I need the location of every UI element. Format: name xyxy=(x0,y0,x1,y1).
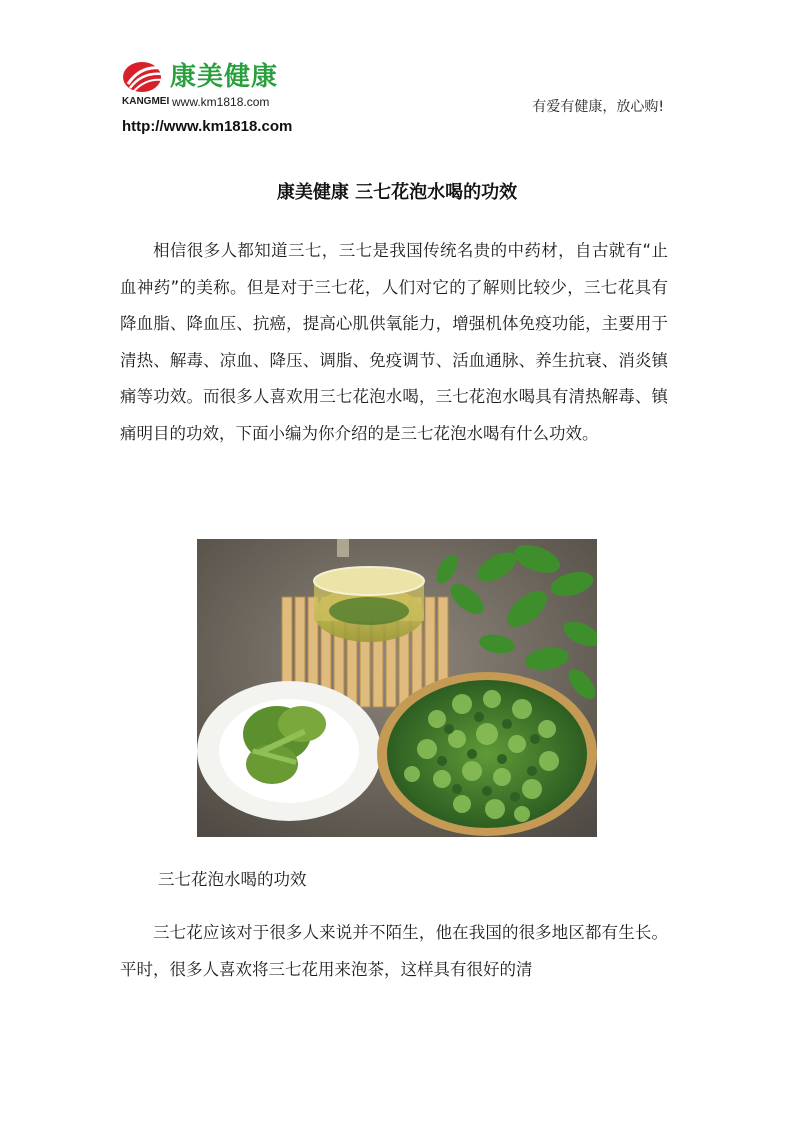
section-subheading: 三七花泡水喝的功效 xyxy=(158,870,307,889)
white-plate xyxy=(197,681,381,821)
body-paragraph: 三七花应该对于很多人来说并不陌生，他在我国的很多地区都有生长。平时，很多人喜欢将三七花用来泡茶，这样具有很好的清 xyxy=(120,923,668,979)
intro-paragraph: 相信很多人都知道三七，三七是我国传统名贵的中药材，自古就有“止血神药”的美称。但是对于三七花，人们对它的了解则比较少，三七花具有降血脂、降血压、抗癌，提高心肌供氧能力，增强机体免疫功能，主要用于清热、解毒、凉血、降压、调脂、免疫调节、活血通脉、养生抗衰、消炎镇痛等功效。而很多人喜欢用三七花泡水喝，三七花泡水喝具有清热解毒、镇痛明目的功效，下面小编为你介绍的是三七花泡水喝有什么功效。 xyxy=(120,241,668,443)
logo-url: www.km1818.com xyxy=(172,95,270,109)
kangmei-logo-icon xyxy=(122,60,166,94)
header-slogan: 有爱有健康，放心购! xyxy=(532,99,664,115)
brand-logo[interactable] xyxy=(122,60,282,110)
logo-english-name: KANGMEI xyxy=(122,96,170,107)
sanqi-flower-tea-photo xyxy=(197,539,597,837)
article-title: 康美健康 三七花泡水喝的功效 xyxy=(276,182,518,203)
flower-basket xyxy=(377,672,597,836)
logo-chinese-name: 康美健康 xyxy=(170,62,279,92)
site-url-link[interactable]: http://www.km1818.com xyxy=(122,118,293,135)
